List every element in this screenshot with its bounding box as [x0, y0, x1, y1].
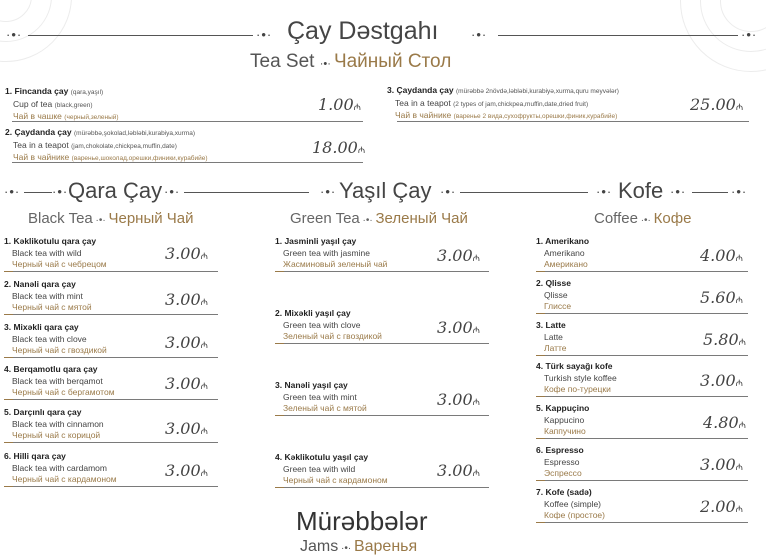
item-price: 3.00₼ — [165, 244, 208, 263]
item-line — [545, 522, 748, 523]
item-line — [545, 396, 748, 397]
tea-set-item-2-line — [12, 162, 363, 163]
menu-item: 3. Latte Latte Латте — [536, 320, 567, 356]
tea-set-item-1: 1. Fincanda çay (qara,yaşıl) Cup of tea (black,green) Чай в чашке (черный,зеленый) — [5, 86, 119, 121]
item-line — [545, 480, 748, 481]
black-tea-title: Qara Çay — [68, 178, 163, 203]
item-price: 3.00₼ — [437, 461, 480, 480]
tea-set-item-1-line — [12, 121, 363, 122]
black-tea-rule-left — [24, 192, 52, 193]
header-dots-right: ·•· — [741, 27, 758, 42]
item-price: 3.00₼ — [165, 290, 208, 309]
item-price: 5.80₼ — [703, 330, 746, 349]
item-price: 3.00₼ — [165, 419, 208, 438]
black-tea-subtitle: Black Tea ·•· Черный Чай — [28, 210, 194, 227]
black-tea-dots-left: ·•· — [4, 184, 21, 199]
menu-item: 1. Amerikano Amerikano Американо — [536, 236, 589, 272]
item-line — [13, 271, 218, 272]
item-price: 3.00₼ — [165, 333, 208, 352]
item-price: 5.60₼ — [700, 288, 743, 307]
item-line — [284, 343, 489, 344]
item-price: 4.80₼ — [703, 413, 746, 432]
item-price: 2.00₼ — [700, 497, 743, 516]
item-price: 3.00₼ — [165, 461, 208, 480]
item-line — [284, 271, 489, 272]
coffee-dots-left: ·•· — [596, 184, 613, 199]
header-rule-left — [28, 35, 253, 36]
jam-title: Mürəbbələr — [296, 506, 428, 536]
green-tea-title: Yaşıl Çay — [339, 178, 432, 203]
menu-item: 4. Kəklikotulu yaşıl çay Green tea with wild Черный чай с кардамоном — [275, 452, 388, 488]
header-dots-right-inner: ·•· — [471, 27, 488, 42]
tea-set-item-2: 2. Çaydanda çay (mürəbbə,şokolad,ləbləbi,kurabiya,xurma) Tea in a teapot (jam,chokolate,chickpea,muffin,date) Чай в чайнике (варенье,шоколад,орешки,финики,курабийе) — [5, 127, 208, 162]
jam-subtitle: Jams ·•· Варенья — [300, 538, 418, 555]
item-line — [13, 442, 218, 443]
menu-item: 7. Kofe (sadə) Koffee (simple) Кофе (простое) — [536, 487, 605, 523]
tea-set-item-3-price: 25.00₼ — [690, 95, 744, 114]
item-price: 3.00₼ — [165, 374, 208, 393]
menu-item: 1. Jasminli yaşıl çay Green tea with jasmine Жасминовый зеленый чай — [275, 236, 387, 272]
item-price: 3.00₼ — [437, 318, 480, 337]
menu-item: 3. Nanəli yaşıl çay Green tea with mint Зеленый чай с мятой — [275, 380, 367, 416]
black-tea-dots-right: ·•· — [164, 184, 181, 199]
menu-item: 2. Qlisse Qlisse Глиссе — [536, 278, 571, 314]
black-tea-dots-inner: ·•· — [52, 184, 69, 199]
subtitle-ru: Чайный Стол — [333, 51, 452, 72]
section-rule-2 — [460, 192, 588, 193]
tea-set-item-1-price: 1.00₼ — [318, 95, 361, 114]
header-dots-left-inner: ·•· — [256, 27, 273, 42]
item-price: 3.00₼ — [437, 390, 480, 409]
item-line — [284, 415, 489, 416]
tea-set-item-2-price: 18.00₼ — [312, 138, 366, 157]
menu-item: 3. Mixəkli qara çay Black tea with clove Черный чай с гвоздикой — [4, 322, 107, 358]
header-dots-left: ·•· — [6, 27, 23, 42]
item-line — [13, 486, 218, 487]
menu-item: 5. Darçınlı qara çay Black tea with cinnamon Черный чай с корицой — [4, 407, 104, 443]
page-subtitle: Tea Set ·•· Чайный Стол — [250, 51, 452, 72]
green-tea-subtitle: Green Tea ·•· Зеленый Чай — [290, 210, 468, 227]
menu-item: 4. Türk sayağı kofe Turkish style koffee Кофе по-турецки — [536, 361, 617, 397]
item-line — [545, 313, 748, 314]
coffee-dots-right: ·•· — [731, 184, 748, 199]
page-title: Çay Dəstgahı — [287, 17, 439, 45]
green-tea-dots-right: ·•· — [440, 184, 457, 199]
coffee-dots-inner: ·•· — [670, 184, 687, 199]
menu-item: 2. Nanəli qara çay Black tea with mint Черный чай с мятой — [4, 279, 92, 315]
menu-item: 1. Kəklikotulu qara çay Black tea with wild Черный чай с чебрецом — [4, 236, 107, 272]
green-tea-dots-left: ·•· — [320, 184, 337, 199]
item-line — [545, 438, 748, 439]
item-line — [545, 355, 748, 356]
menu-item: 4. Berqamotlu qara çay Black tea with berqamot Черный чай с бергамотом — [4, 364, 115, 400]
menu-item: 6. Hilli qara çay Black tea with cardamom Черный чай с кардамоном — [4, 451, 117, 487]
item-price: 4.00₼ — [700, 246, 743, 265]
item-line — [284, 487, 489, 488]
section-rule-1 — [184, 192, 309, 193]
coffee-rule-right — [692, 192, 728, 193]
item-line — [13, 314, 218, 315]
tea-set-item-3: 3. Çaydanda çay (mürəbbə 2növdə,ləbləbi,kurabiyə,xurma,quru meyvələr) Tea in a teapot (2 types of jam,chickpea,muffin,date,dried fruit) Чай в чайнике (варенье 2 вида,сухофрукты,орешки,финик,курабийе) — [387, 85, 619, 120]
item-price: 3.00₼ — [700, 371, 743, 390]
coffee-subtitle: Coffee ·•· Кофе — [594, 210, 692, 227]
coffee-title: Kofe — [618, 178, 664, 203]
item-line — [13, 399, 218, 400]
menu-item: 5. Kappuçino Kappucino Каппучино — [536, 403, 589, 439]
menu-item: 2. Mixəkli yaşıl çay Green tea with clove Зеленый чай с гвоздикой — [275, 308, 382, 344]
header-rule-right — [498, 35, 738, 36]
item-line — [545, 271, 748, 272]
item-price: 3.00₼ — [700, 455, 743, 474]
item-line — [13, 357, 218, 358]
tea-set-item-3-line — [397, 121, 749, 122]
subtitle-en: Tea Set — [250, 51, 315, 72]
item-price: 3.00₼ — [437, 246, 480, 265]
menu-item: 6. Espresso Espresso Эспрессо — [536, 445, 584, 481]
